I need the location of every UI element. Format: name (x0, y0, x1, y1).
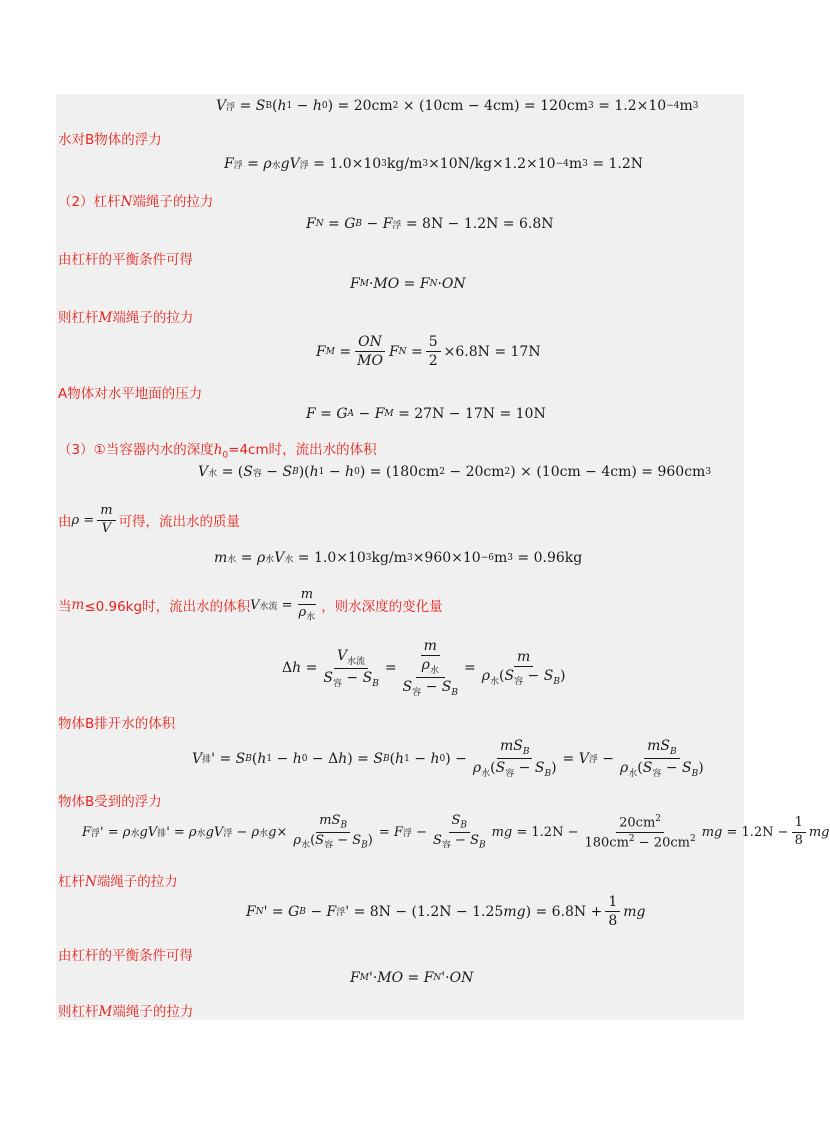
text-part: 端绳子的拉力 (112, 1004, 194, 1020)
equation-water-mass: m 水 = ρ 水 V 水 = 1.0×10 3 kg/m 3 ×960×10 −6 m 3 = 0.96kg (214, 550, 583, 566)
text-line (58, 504, 240, 537)
text-line: 物体B排开水的体积 (58, 716, 176, 732)
text-line (58, 870, 178, 890)
text-italic: N (120, 194, 133, 210)
text-line: 水对B物体的浮力 (58, 132, 162, 148)
equation-water-volume: V 水 = ( S 容 − S B )( h 1 − h 0 ) = (180cm 2 − 20cm 2 ) × (10cm − 4cm) = 960cm 3 (198, 464, 712, 480)
text-line: （3）①当容器内水的深度$h_0=4cm$时，流出水的体积 (58, 442, 377, 461)
text-part: 由 (58, 514, 72, 531)
text-part: 端绳子的拉力 (96, 874, 178, 890)
text-part: 则杠杆 (58, 310, 99, 326)
equation-delta-h: Δ h = $\frac{V_{水流}}{S_容 - S_B}$ = $\frac{\frac{m}{\rho_水}}{S_容 - S_B}$ = $\frac{m}{\rho_水(S_容 - S_B)}$ (282, 638, 566, 699)
text-part: 则杠杆 (58, 1004, 99, 1020)
text-part: =4cm时，流出水的体积 (228, 442, 377, 458)
inline-outflow-volume: V 水流 = $\frac{m}{\rho_水}$ (250, 587, 316, 623)
equation-fn: F N = G B − F 浮 = 8N − 1.2N = 6.8N (306, 216, 554, 232)
text-part: 端绳子的拉力 (132, 194, 214, 210)
text-part: 端绳子的拉力 (112, 310, 194, 326)
text-part: 可得，流出水的质量 (118, 514, 241, 531)
equation-new-lever-balance: F M '· MO = F N '· ON (350, 970, 474, 986)
text-part: ≤0.96kg时，流出水的体积 (84, 599, 251, 616)
text-part: ，则水深度的变化量 (321, 599, 443, 616)
text-line (58, 1000, 193, 1020)
equation-v-float: V 浮 = S B ( h 1 − h 0 ) = 20cm 2 × (10cm − 4cm) = 120cm 3 = 1.2×10 −4 m 3 (216, 98, 699, 114)
solution-block (56, 94, 830, 1020)
text-italic: M (98, 1004, 113, 1020)
text-line (58, 306, 193, 326)
text-part: 杠杆 (58, 874, 85, 890)
equation-displaced-volume: V 排 ' = S B ( h 1 − h 0 − Δ h ) = S B ( h 1 − h 0 ) − $\frac{mS_B}{\rho_水(S_容 - S_B)}$ = V 浮 − $\frac{mS_B}{\rho_水(S_容 - S_B)}$ (192, 738, 704, 779)
equation-new-fn: F N ' = G B − F 浮 ' = 8N − (1.2N − 1.25 mg ) = 6.8N + $\frac{1}{8}$ mg (246, 894, 646, 930)
text-part: （2）杠杆 (58, 194, 121, 210)
equation-new-buoyancy: F 浮 ' = ρ 水 gV 排 ' = ρ 水 gV 浮 − ρ 水 g × $\frac{mS_B}{\rho_水(S_容 - S_B)}$ = F 浮 − $\frac{S_B}{S_容 - S_B}$ mg = 1.2N − $\frac{20cm^2}{180cm^2 - 20cm^2}$ mg = 1.2N − $\frac{1}{8}$ mg (82, 813, 830, 851)
text-line: 由杠杆的平衡条件可得 (58, 252, 193, 268)
text-line: 物体B受到的浮力 (58, 794, 162, 810)
equation-lever-balance: F M · MO = F N · ON (350, 276, 466, 292)
text-italic: M (98, 310, 113, 326)
equation-fm: F M = $\frac{ON}{MO}$ F N = $\frac{5}{2}$ ×6.8N = 17N (316, 334, 541, 370)
equation-pressure-force: F = G A − F M = 27N − 17N = 10N (306, 406, 546, 422)
text-italic: m (71, 597, 85, 614)
text-part: （3）①当容器内水的深度 (58, 442, 214, 458)
text-line (58, 588, 443, 623)
text-line: A物体对水平地面的压力 (58, 386, 203, 402)
text-italic: N (85, 874, 97, 890)
equation-buoyancy: F 浮 = ρ 水 gV 浮 = 1.0×10 3 kg/m 3 ×10N/kg×1.2×10 −4 m 3 = 1.2N (224, 156, 644, 172)
text-part: 当 (58, 599, 72, 616)
text-line: 由杠杆的平衡条件可得 (58, 948, 193, 964)
text-italic: h (213, 442, 223, 458)
text-line (58, 190, 213, 210)
inline-density-formula: ρ = $\frac{m}{V}$ (72, 504, 119, 537)
